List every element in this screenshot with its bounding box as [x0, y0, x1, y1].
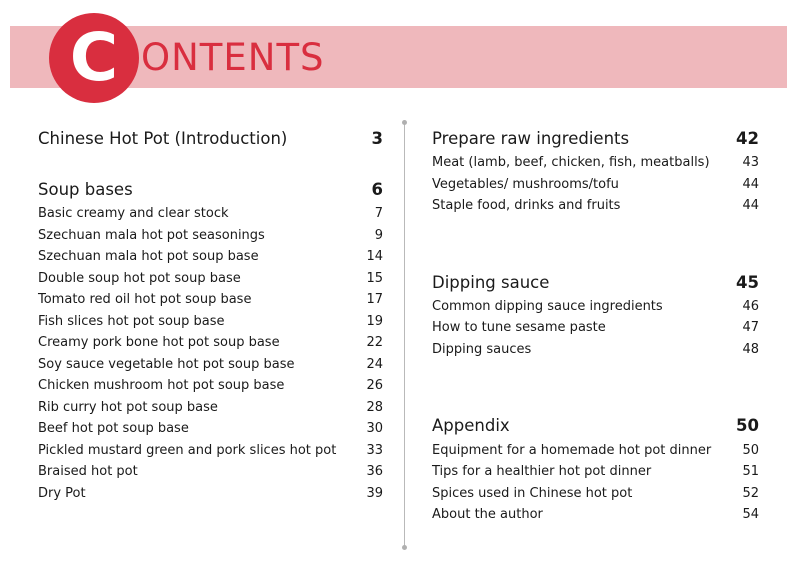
divider-bottom-dot: [402, 545, 407, 550]
toc-entry-page: 36: [366, 464, 383, 479]
toc-heading-introduction[interactable]: [38, 126, 383, 152]
toc-entry-page: 46: [742, 299, 759, 314]
toc-entry-label: Vegetables/ mushrooms/tofu: [432, 177, 619, 192]
toc-entry[interactable]: [38, 440, 383, 462]
toc-entry[interactable]: [38, 289, 383, 311]
toc-entry[interactable]: [38, 268, 383, 290]
toc-entry-page: 48: [742, 342, 759, 357]
toc-entry[interactable]: [38, 418, 383, 440]
toc-entry-page: 7: [374, 206, 383, 221]
toc-entry-page: 24: [366, 357, 383, 372]
toc-entry[interactable]: [432, 174, 759, 196]
toc-heading-page: 6: [371, 180, 383, 199]
toc-entry-label: Szechuan mala hot pot seasonings: [38, 228, 265, 243]
toc-heading-raw-ingredients[interactable]: [432, 126, 759, 152]
toc-entry-label: Dipping sauces: [432, 342, 532, 357]
toc-entry-label: Fish slices hot pot soup base: [38, 314, 225, 329]
toc-entry-page: 22: [366, 335, 383, 350]
toc-entry-page: 43: [742, 155, 759, 170]
toc-entry[interactable]: [432, 504, 759, 526]
toc-entry-page: 54: [742, 507, 759, 522]
toc-heading-page: 42: [736, 129, 759, 148]
toc-entry[interactable]: [432, 461, 759, 483]
toc-entry-label: About the author: [432, 507, 543, 522]
toc-heading-appendix[interactable]: [432, 413, 759, 439]
toc-heading-label: Chinese Hot Pot (Introduction): [38, 129, 288, 148]
toc-entry-page: 15: [366, 271, 383, 286]
toc-entry-page: 52: [742, 486, 759, 501]
toc-heading-dipping-sauce[interactable]: [432, 270, 759, 296]
toc-entry-label: Rib curry hot pot soup base: [38, 400, 218, 415]
toc-entry[interactable]: [38, 225, 383, 247]
toc-entry-page: 30: [366, 421, 383, 436]
toc-entry[interactable]: [38, 461, 383, 483]
toc-entry[interactable]: [432, 296, 759, 318]
toc-entry[interactable]: [432, 195, 759, 217]
toc-entry-label: Soy sauce vegetable hot pot soup base: [38, 357, 295, 372]
contents-title: ONTENTS: [141, 36, 325, 79]
toc-heading-page: 3: [371, 129, 383, 148]
toc-entry-label: Staple food, drinks and fruits: [432, 198, 621, 213]
toc-entry[interactable]: [38, 203, 383, 225]
toc-entry[interactable]: [38, 311, 383, 333]
toc-entry[interactable]: [432, 483, 759, 505]
contents-initial-badge: [49, 13, 139, 103]
toc-entry[interactable]: [38, 332, 383, 354]
toc-entry-label: Spices used in Chinese hot pot: [432, 486, 633, 501]
toc-entry-page: 17: [366, 292, 383, 307]
toc-entry-page: 14: [366, 249, 383, 264]
toc-entry-label: Tomato red oil hot pot soup base: [38, 292, 252, 307]
toc-entry[interactable]: [432, 317, 759, 339]
toc-entry[interactable]: [432, 440, 759, 462]
toc-entry-page: 50: [742, 443, 759, 458]
toc-heading-label: Soup bases: [38, 180, 133, 199]
toc-entry-label: Equipment for a homemade hot pot dinner: [432, 443, 712, 458]
toc-entry-label: Meat (lamb, beef, chicken, fish, meatballs): [432, 155, 710, 170]
toc-entry-label: Szechuan mala hot pot soup base: [38, 249, 259, 264]
toc-heading-label: Dipping sauce: [432, 273, 550, 292]
toc-entry-label: Chicken mushroom hot pot soup base: [38, 378, 285, 393]
toc-entry[interactable]: [432, 339, 759, 361]
toc-entry-label: Double soup hot pot soup base: [38, 271, 241, 286]
toc-entry-page: 9: [374, 228, 383, 243]
toc-entry-label: Creamy pork bone hot pot soup base: [38, 335, 280, 350]
toc-entry-page: 47: [742, 320, 759, 335]
toc-entry[interactable]: [38, 483, 383, 505]
toc-heading-label: Prepare raw ingredients: [432, 129, 630, 148]
toc-entry-page: 19: [366, 314, 383, 329]
toc-entry-page: 26: [366, 378, 383, 393]
toc-entry[interactable]: [432, 152, 759, 174]
toc-entry-label: Common dipping sauce ingredients: [432, 299, 663, 314]
toc-entry-page: 28: [366, 400, 383, 415]
toc-heading-page: 50: [736, 416, 759, 435]
toc-entry-page: 39: [366, 486, 383, 501]
toc-entry[interactable]: [38, 397, 383, 419]
column-divider: [404, 122, 405, 547]
toc-entry-page: 44: [742, 198, 759, 213]
toc-entry-label: Dry Pot: [38, 486, 86, 501]
toc-entry-label: Basic creamy and clear stock: [38, 206, 229, 221]
toc-entry[interactable]: [38, 375, 383, 397]
toc-entry-page: 33: [366, 443, 383, 458]
toc-heading-soup-bases[interactable]: [38, 177, 383, 203]
divider-top-dot: [402, 120, 407, 125]
contents-initial: C: [69, 19, 119, 96]
toc-entry-label: Braised hot pot: [38, 464, 138, 479]
toc-heading-page: 45: [736, 273, 759, 292]
toc-entry-label: How to tune sesame paste: [432, 320, 606, 335]
toc-entry-page: 44: [742, 177, 759, 192]
toc-entry-page: 51: [742, 464, 759, 479]
toc-entry[interactable]: [38, 246, 383, 268]
toc-heading-label: Appendix: [432, 416, 510, 435]
toc-entry[interactable]: [38, 354, 383, 376]
toc-entry-label: Pickled mustard green and pork slices hot pot: [38, 443, 337, 458]
toc-entry-label: Tips for a healthier hot pot dinner: [432, 464, 652, 479]
toc-entry-label: Beef hot pot soup base: [38, 421, 189, 436]
